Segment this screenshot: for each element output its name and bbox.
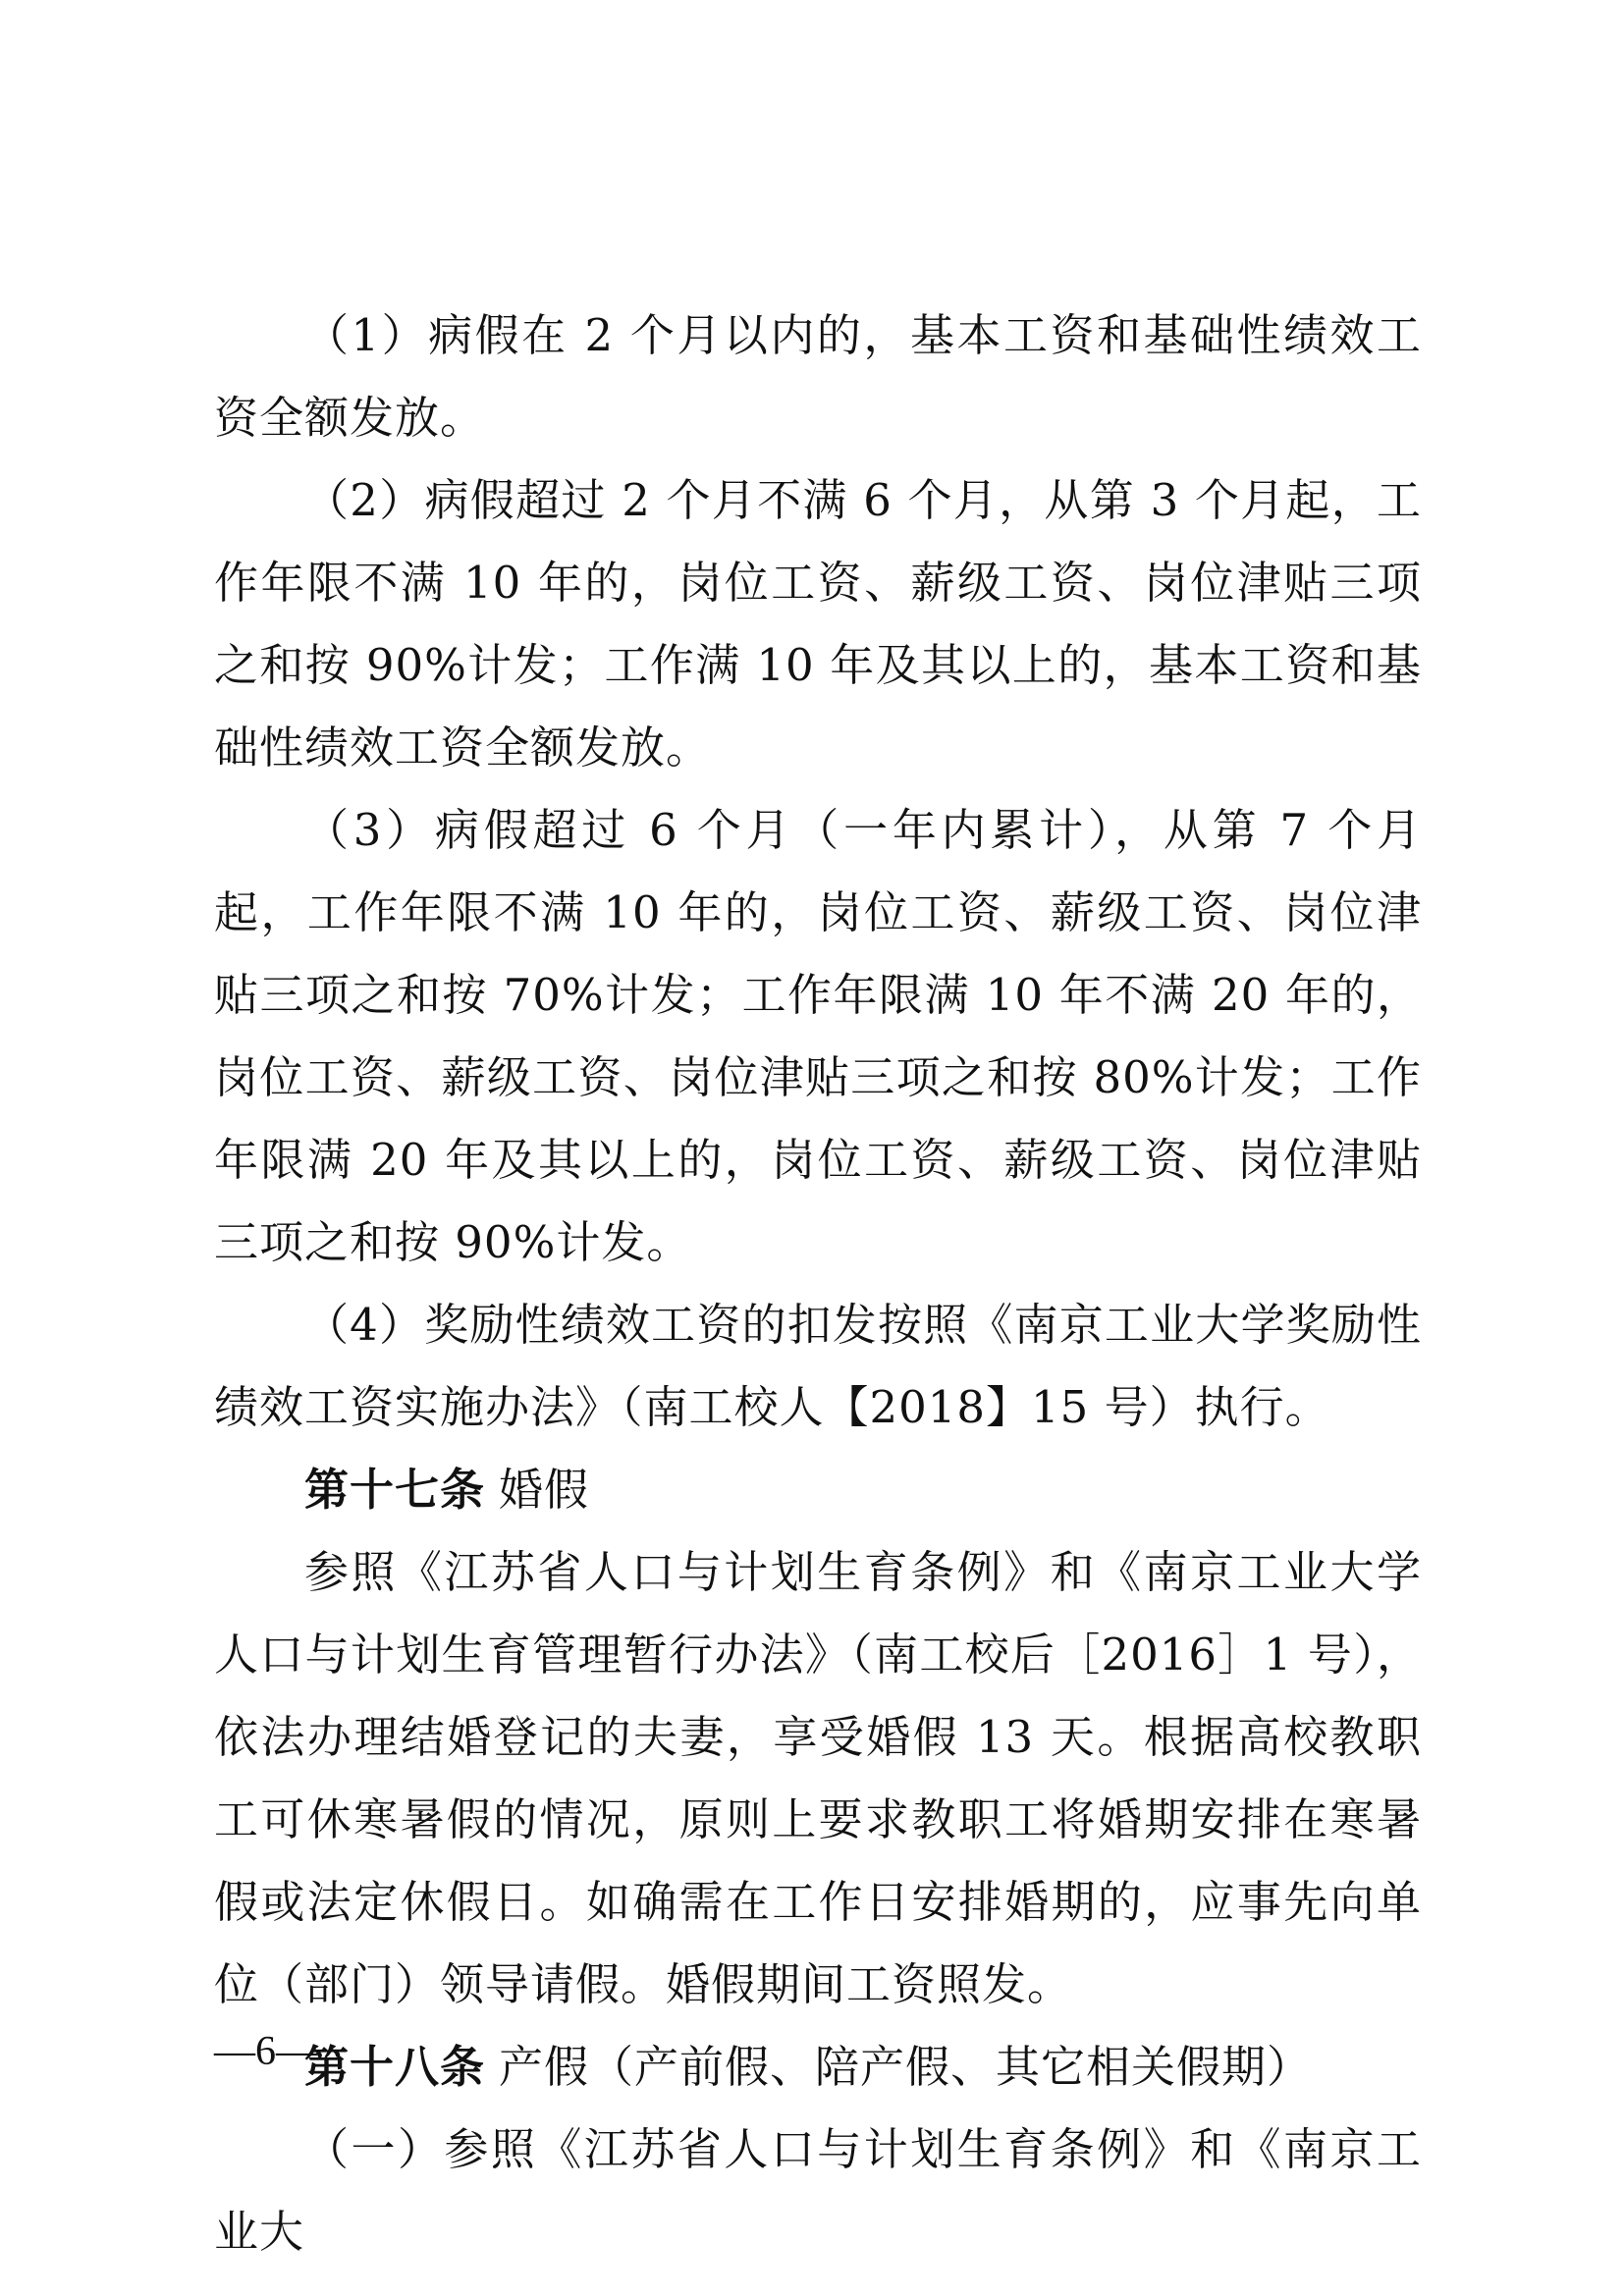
sick-leave-clause-2: （2）病假超过 2 个月不满 6 个月，从第 3 个月起，工作年限不满 10 年的，岗位工资、薪级工资、岗位津贴三项之和按 90%计发；工作满 10 年及其以上的，基本工资和基础性绩效工资全额发放。 bbox=[214, 474, 1422, 774]
article-17-number: 第十七条 bbox=[304, 1464, 486, 1516]
article-18-title: 产假（产前假、陪产假、其它相关假期） bbox=[499, 2041, 1313, 2093]
page-number: —6— bbox=[214, 2029, 317, 2074]
document-body bbox=[214, 294, 1422, 2273]
article-18-body: （一）参照《江苏省人口与计划生育条例》和《南京工业大 bbox=[214, 2123, 1422, 2258]
sick-leave-clause-1: （1）病假在 2 个月以内的，基本工资和基础性绩效工资全额发放。 bbox=[214, 309, 1422, 444]
article-17-title: 婚假 bbox=[499, 1464, 590, 1516]
article-17-heading bbox=[214, 1449, 1422, 1531]
sick-leave-clause-3: （3）病假超过 6 个月（一年内累计），从第 7 个月起，工作年限不满 10 年的，岗位工资、薪级工资、岗位津贴三项之和按 70%计发；工作年限满 10 年不满 20 年的，岗位工资、薪级工资、岗位津贴三项之和按 80%计发；工作年限满 20 年及其以上的，岗位工资、薪级工资、岗位津贴三项之和按 90%计发。 bbox=[214, 804, 1422, 1268]
article-17-body: 参照《江苏省人口与计划生育条例》和《南京工业大学人口与计划生育管理暂行办法》（南工校后［2016］1 号），依法办理结婚登记的夫妻，享受婚假 13 天。根据高校教职工可休寒暑假的情况，原则上要求教职工将婚期安排在寒暑假或法定休假日。如确需在工作日安排婚期的，应事先向单位（部门）领导请假。婚假期间工资照发。 bbox=[214, 1546, 1422, 2010]
sick-leave-clause-4: （4）奖励性绩效工资的扣发按照《南京工业大学奖励性绩效工资实施办法》（南工校人【2018】15 号）执行。 bbox=[214, 1299, 1422, 1433]
article-18-heading bbox=[214, 2026, 1422, 2109]
article-18-number: 第十八条 bbox=[304, 2041, 486, 2093]
